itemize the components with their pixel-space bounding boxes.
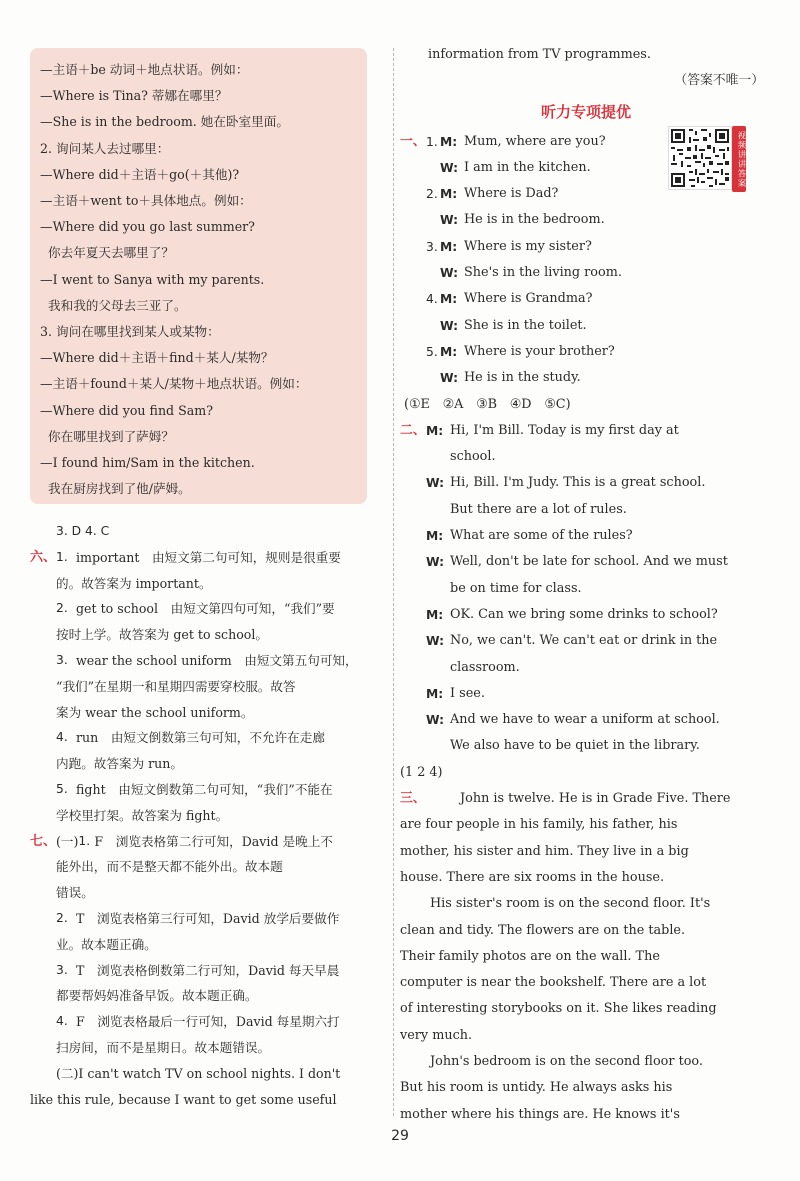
dialog-line [400,549,772,575]
item-text: F 浏览表格最后一行可知，David 每星期六打 [76,1014,340,1030]
item-text-cont: 扫房间，而不是星期日。故本题错误。 [56,1039,271,1055]
line-text: Where is Grandma? [464,291,593,307]
listening-dialog-5 [400,339,772,365]
line-text: He is in the bedroom. [464,212,605,228]
speaker: W: [426,713,445,728]
item-text: fight 由短文倒数第二句可知，“我们”不能在 [76,781,333,797]
sec7-item-2 [30,906,385,932]
item-number: 5. [56,781,68,796]
item-number: 1. [56,549,68,564]
item-number: 3. [56,652,68,667]
item-number: 5. [426,344,438,359]
line-text: Well, don't be late for school. And we must [450,554,728,570]
note-line: —主语＋be 动词＋地点状语。例如： [40,62,249,77]
answer-text: (①E ②A ③B ④D ⑤C) [404,396,571,412]
passage-line: computer is near the bookshelf. There are a lot [400,975,707,991]
sec6-item-5 [30,777,385,803]
item-text: wear the school uniform 由短文第五句可知， [76,652,358,668]
qr-code-icon [669,127,731,189]
item-text-cont: 都要帮妈妈准备早饭。故本题正确。 [56,988,258,1004]
dialog-line [400,681,772,707]
item-number: 1. [426,134,438,149]
passage-line [400,786,772,812]
sec1-answer [400,392,772,418]
line-text: I see. [450,685,485,701]
speaker: W: [426,555,445,570]
line-text: I am in the kitchen. [464,159,591,175]
line-text: John is twelve. He is in Grade Five. There [460,791,731,807]
item-text-cont: “我们”在星期一和星期四需要穿校服。故答 [56,678,296,694]
item-text-cont: 案为 wear the school uniform。 [56,704,254,720]
line-text: Mum, where are you? [464,133,606,149]
page-number: 29 [391,1128,409,1144]
note-line: 你在哪里找到了萨姆？ [48,428,174,444]
line-text: Where is your brother? [464,343,615,359]
line-text: No, we can't. We can't eat or drink in the [450,633,718,649]
line-text-cont: But there are a lot of rules. [450,501,627,517]
part2-text: (二)I can't watch TV on school nights. I don't [56,1065,341,1081]
sec7-item-1 [30,829,385,855]
listening-dialog-4 [400,286,772,312]
speaker: W: [426,476,445,491]
item-text: important 由短文第二句可知，规则是很重要 [76,549,341,565]
column-divider [393,48,394,1116]
item-text: get to school 由短文第四句可知，“我们”要 [76,601,335,617]
qr-code[interactable] [668,126,732,190]
continued-text: information from TV programmes. [428,47,651,62]
dialog-line [400,628,772,654]
speaker: M: [440,344,458,359]
note-line: —I found him/Sam in the kitchen. [40,455,255,471]
note-line: —主语＋found＋某人/某物＋地点状语。例如： [40,376,308,392]
sec6-item-3 [30,648,385,674]
item-number: 2. [56,910,68,925]
note-line: —主语＋went to＋具体地点。例如： [40,193,252,209]
section-marker: 二、 [400,422,426,438]
left-answers [30,519,385,1112]
part-prefix: (一) [56,833,79,849]
note-line: 我和我的父母去三亚了。 [48,297,187,313]
passage-line: But his room is untidy. He always asks his [400,1080,673,1096]
speaker: M: [426,607,444,622]
speaker: M: [440,134,458,149]
line-text: She's in the living room. [464,265,622,281]
line-text: Hi, Bill. I'm Judy. This is a great school. [450,475,706,491]
passage-line: mother where his things are. He knows it's [400,1106,680,1122]
dialog-line [400,418,772,444]
passage-line: clean and tidy. The flowers are on the table. [400,922,686,938]
item-text-cont: 业。故本题正确。 [56,936,157,952]
item-text: T 浏览表格倒数第二行可知，David 每天早晨 [76,962,340,978]
item-text-cont: 内跑。故答案为 run。 [56,756,183,772]
item-number: 2. [56,601,68,616]
item-text-cont: 能外出，而不是整天都不能外出。故本题 [56,859,283,875]
qr-video-label: 视频讲讲答案 [732,126,746,192]
line-text: She is in the toilet. [464,317,587,333]
dialog-line [400,523,772,549]
dialog-line [400,470,772,496]
note-line: —She is in the bedroom. 她在卧室里面。 [40,114,289,130]
speaker: M: [440,292,458,307]
line-text: Hi, I'm Bill. Today is my first day at [450,422,679,438]
item-text-cont: 错误。 [56,885,94,901]
passage-line: His sister's room is on the second floor. It's [430,896,711,912]
speaker: M: [440,187,458,202]
passage-line: house. There are six rooms in the house. [400,869,665,885]
speaker: W: [426,634,445,649]
dialog-line [400,707,772,733]
note-line: —Where is Tina? 蒂娜在哪里？ [40,88,228,104]
item-text-cont: 的。故答案为 important。 [56,575,212,591]
speaker: W: [440,318,459,333]
note-line: —I went to Sanya with my parents. [40,271,265,287]
item-number: 1. [78,833,91,848]
line-text: OK. Can we bring some drinks to school? [450,606,718,622]
dialog-line [400,602,772,628]
section-marker: 六、 [30,549,57,565]
speaker: W: [440,266,459,281]
item-text-cont: 按时上学。故答案为 get to school。 [56,627,268,643]
speaker: M: [426,529,444,544]
item-text: T 浏览表格第三行可知，David 放学后要做作 [76,910,340,926]
passage-line: very much. [400,1027,473,1043]
line-text: Where is my sister? [464,238,592,254]
note-line: —Where did you go last summer? [40,219,255,235]
item-number: 4. [56,1014,68,1029]
sec7-item-4 [30,1009,385,1035]
sec7-item-3 [30,958,385,984]
section-title: 听力专项提优 [540,102,631,121]
line-text: And we have to wear a uniform at school. [450,712,720,728]
line-text: Where is Dad? [464,186,559,202]
note-line: 3. 询问在哪里找到某人或某物： [40,324,220,340]
sec6-item-2 [30,596,385,622]
section-marker: 七、 [30,833,57,849]
note-line: 你去年夏天去哪里了？ [48,245,174,261]
note-line: —Where did you find Sam? [40,402,213,418]
section-marker: 一、 [400,133,426,149]
speaker: M: [426,686,444,701]
note-line: 我在厨房找到了他/萨姆。 [48,481,191,497]
speaker: M: [440,239,458,254]
speaker: W: [440,371,459,386]
note-line: —Where did＋主语＋find＋某人/某物？ [40,350,274,366]
speaker: W: [440,160,459,175]
passage-line: of interesting storybooks on it. She likes reading [400,1001,717,1017]
item-text: F 浏览表格第二行可知，David 是晚上不 [94,833,333,849]
item-number: 4. [426,292,438,307]
item-text-cont: 学校里打架。故答案为 fight。 [56,807,229,823]
note-line: —Where did＋主语＋go(＋其他)? [40,166,240,182]
sec6-item-1 [30,545,385,571]
passage-line: are four people in his family, his father, his [400,817,678,833]
section-marker: 三、 [400,791,426,807]
line-text: He is in the study. [464,370,581,386]
item-number: 3. [426,239,438,254]
passage-line: John's bedroom is on the second floor too. [430,1053,703,1069]
line-text: What are some of the rules? [450,528,633,544]
listening-dialog-3 [400,234,772,260]
line-text-cont: classroom. [450,659,520,675]
passage-line: mother, his sister and him. They live in a big [400,843,689,859]
item-number: 2. [426,187,438,202]
line-text-cont: be on time for class. [450,580,582,596]
part2-text: like this rule, because I want to get some useful [30,1091,337,1107]
answer-text: (1 2 4) [400,764,443,780]
sec2-answer [400,760,772,786]
passage-line: Their family photos are on the wall. The [400,948,660,964]
line-text-cont: We also have to be quiet in the library. [450,738,700,754]
item-number: 4. [56,730,68,745]
right-column [400,42,772,1128]
sec6-item-4 [30,725,385,751]
speaker: W: [440,213,459,228]
answer-3-4: 3. D 4. C [56,524,110,538]
line-text-cont: school. [450,449,496,465]
grammar-note-box [30,48,367,504]
item-text: run 由短文倒数第三句可知，不允许在走廊 [76,730,325,746]
answer-note: （答案不唯一） [674,73,764,89]
item-number: 3. [56,962,68,977]
left-column [30,48,385,1112]
speaker: M: [426,423,444,438]
note-line: 2. 询问某人去过哪里： [40,140,170,156]
